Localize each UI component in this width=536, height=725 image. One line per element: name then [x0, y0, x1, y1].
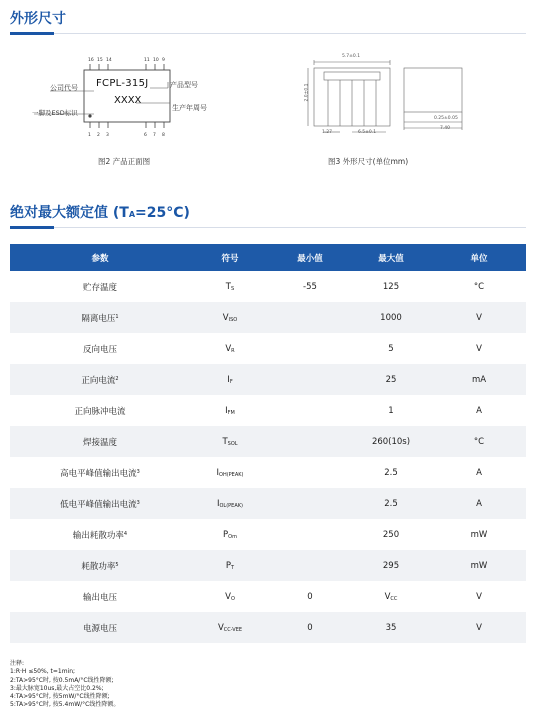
table-row	[10, 302, 526, 333]
section-title-outline: 外形尺寸	[10, 11, 66, 27]
cell-min	[270, 426, 350, 457]
cell-symbol: $V_{ISO}$	[190, 302, 270, 333]
cell-symbol: $I_{OL(PEAK)}$	[190, 488, 270, 519]
cell-max: 5	[350, 333, 432, 364]
header-min: 最小值	[270, 244, 350, 271]
note-item: 3:最大脉宽10us,最大占空比0.2%;	[10, 684, 104, 692]
pin-number: 2	[97, 133, 100, 138]
cell-max: 295	[350, 550, 432, 581]
section-divider	[10, 227, 526, 228]
cell-min: 0	[270, 612, 350, 643]
pin-number: 14	[106, 58, 112, 63]
cell-param: 正向脉冲电流	[10, 395, 190, 426]
header-unit: 单位	[432, 244, 526, 271]
figure3-caption: 图3 外形尺寸(单位mm)	[328, 157, 409, 166]
cell-unit: V	[432, 612, 526, 643]
table-row	[10, 271, 526, 302]
pin-number: 9	[162, 58, 165, 63]
dim-span: 7.40	[440, 126, 451, 131]
ratings-table	[10, 244, 526, 643]
cell-max: 125	[350, 271, 432, 302]
cell-min	[270, 395, 350, 426]
table-row	[10, 519, 526, 550]
table-row	[10, 581, 526, 612]
cell-param: 输出电压	[10, 581, 190, 612]
cell-max: 1000	[350, 302, 432, 333]
pin-number: 11	[144, 58, 150, 63]
cell-max: 250	[350, 519, 432, 550]
table-row	[10, 395, 526, 426]
table-row	[10, 612, 526, 643]
label-product-model: 产品型号	[170, 81, 198, 89]
pin-number: 3	[106, 133, 109, 138]
cell-param: 贮存温度	[10, 271, 190, 302]
table-row	[10, 488, 526, 519]
cell-max: 260(10s)	[350, 426, 432, 457]
cell-unit: mW	[432, 550, 526, 581]
figure-product-front	[28, 50, 258, 150]
cell-unit: V	[432, 581, 526, 612]
cell-max: 35	[350, 612, 432, 643]
cell-param: 电源电压	[10, 612, 190, 643]
cell-symbol: $V_O$	[190, 581, 270, 612]
pin1-marker-icon	[88, 114, 91, 117]
cell-unit: A	[432, 488, 526, 519]
note-title: 注释:	[10, 660, 25, 667]
cell-symbol: $T_{SOL}$	[190, 426, 270, 457]
cell-symbol: $P_{Om}$	[190, 519, 270, 550]
notes	[10, 660, 119, 710]
cell-min	[270, 333, 350, 364]
dim-width: 6.5±0.1	[358, 130, 377, 135]
pin-number: 7	[153, 133, 156, 138]
cell-min	[270, 488, 350, 519]
figure-outline-dimensions	[300, 52, 480, 144]
table-header-row	[10, 244, 526, 271]
pin-number: 16	[88, 58, 94, 63]
cell-unit: A	[432, 457, 526, 488]
label-date-code: 生产年周号	[172, 104, 207, 112]
cell-unit: A	[432, 395, 526, 426]
pin-number: 10	[153, 58, 159, 63]
cell-param: 焊接温度	[10, 426, 190, 457]
cell-min: 0	[270, 581, 350, 612]
cell-unit: V	[432, 333, 526, 364]
note-item: 1:R·H ≤50%, t=1min;	[10, 668, 76, 676]
note-item: 4:TA>95°C时, 按5mW/°C线性降额;	[10, 693, 110, 701]
cell-param: 正向电流$^2$	[10, 364, 190, 395]
pin-number: 8	[162, 133, 165, 138]
cell-max: 2.5	[350, 488, 432, 519]
cell-symbol: $I_F$	[190, 364, 270, 395]
cell-param: 低电平峰值输出电流$^3$	[10, 488, 190, 519]
header-param: 参数	[10, 244, 190, 271]
cell-param: 隔离电压$^1$	[10, 302, 190, 333]
cell-symbol: $P_T$	[190, 550, 270, 581]
table-row	[10, 457, 526, 488]
cell-param: 输出耗散功率$^4$	[10, 519, 190, 550]
table-row	[10, 333, 526, 364]
label-company-code: 公司代号	[50, 84, 78, 92]
pin-number: 15	[97, 58, 103, 63]
cell-min	[270, 519, 350, 550]
note-item: 5:TA>95°C时, 按5.4mW/°C线性降额。	[10, 701, 120, 709]
cell-min	[270, 550, 350, 581]
chip-marking: FCPL-315J	[96, 78, 149, 89]
cell-symbol: $V_R$	[190, 333, 270, 364]
cell-max: 2.5	[350, 457, 432, 488]
cell-symbol: $T_S$	[190, 271, 270, 302]
cell-unit: °C	[432, 426, 526, 457]
label-pin1-esd: 一脚及ESD标识	[32, 109, 78, 117]
header-symbol: 符号	[190, 244, 270, 271]
cell-symbol: $I_{FM}$	[190, 395, 270, 426]
dim-pitch: 1.27	[322, 130, 333, 135]
cell-symbol: $V_{CC-VEE}$	[190, 612, 270, 643]
cell-max: $V_{CC}$	[350, 581, 432, 612]
note-item: 2:TA>95°C时, 按0.5mA/°C线性降额;	[10, 676, 114, 684]
cell-min	[270, 364, 350, 395]
table-row	[10, 550, 526, 581]
header-max: 最大值	[350, 244, 432, 271]
section-title-ratings: 绝对最大额定值 (TA=25°C)	[10, 205, 190, 221]
table-row	[10, 426, 526, 457]
dim-top: 5.7±0.1	[342, 54, 361, 59]
pin-number: 6	[144, 133, 147, 138]
cell-param: 耗散功率$^5$	[10, 550, 190, 581]
cell-max: 1	[350, 395, 432, 426]
cell-min	[270, 457, 350, 488]
cell-max: 25	[350, 364, 432, 395]
dim-side: 2.0±0.1	[304, 83, 310, 102]
cell-unit: °C	[432, 271, 526, 302]
figure2-caption: 图2 产品正面图	[98, 157, 151, 166]
cell-symbol: $I_{OH(PEAK)}$	[190, 457, 270, 488]
cell-min: -55	[270, 271, 350, 302]
section-divider	[10, 33, 526, 34]
table-row	[10, 364, 526, 395]
cell-unit: mW	[432, 519, 526, 550]
cell-unit: V	[432, 302, 526, 333]
cell-param: 反向电压	[10, 333, 190, 364]
chip-code: XXXX	[114, 95, 142, 106]
cell-param: 高电平峰值输出电流$^3$	[10, 457, 190, 488]
dim-lead: 0.25±0.05	[434, 116, 458, 121]
cell-unit: mA	[432, 364, 526, 395]
cell-min	[270, 302, 350, 333]
pin-number: 1	[88, 133, 91, 138]
